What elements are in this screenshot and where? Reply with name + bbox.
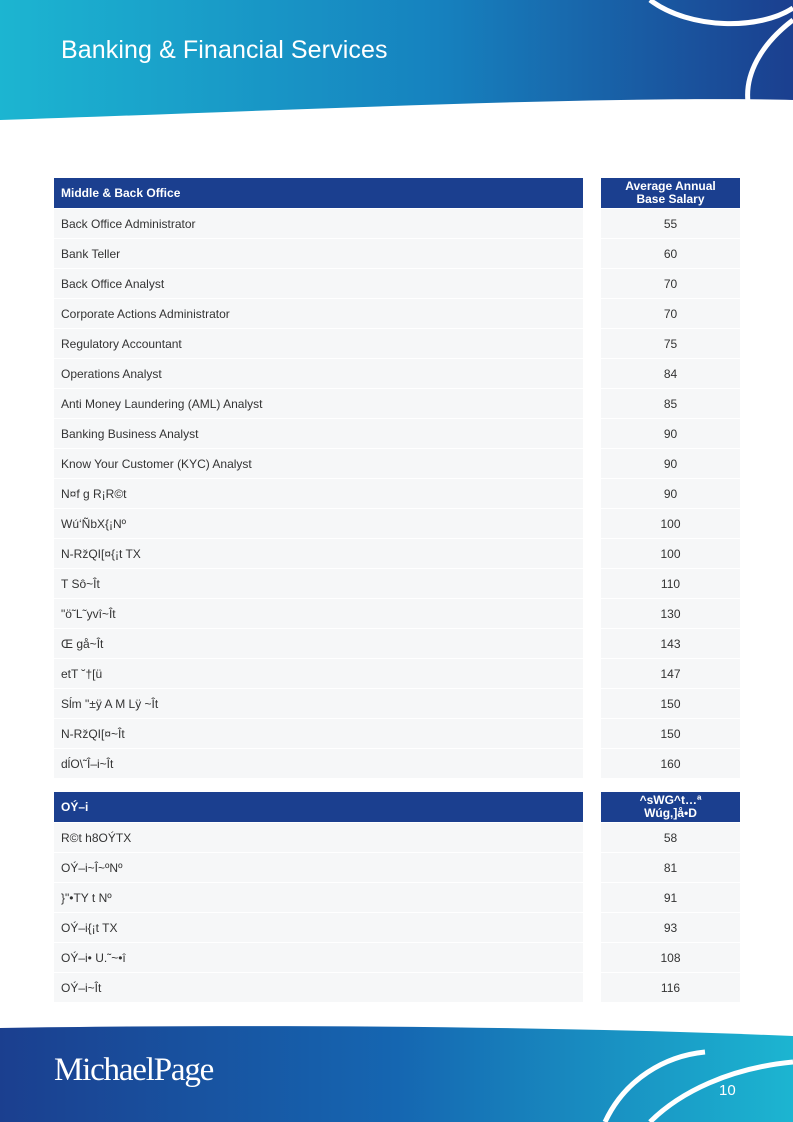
- row-label: Know Your Customer (KYC) Analyst: [54, 449, 583, 479]
- row-label: Sĺm "±ÿ A M Lÿ ~Ît: [54, 689, 583, 719]
- row-label: Corporate Actions Administrator: [54, 299, 583, 329]
- row-value: 75: [601, 329, 740, 359]
- page-title: Banking & Financial Services: [61, 36, 388, 64]
- table-row: [54, 719, 740, 749]
- table-row: [54, 209, 740, 239]
- row-value: 130: [601, 599, 740, 629]
- row-value: 58: [601, 823, 740, 853]
- table-row: [54, 479, 740, 509]
- table-row: [54, 239, 740, 269]
- row-value: 150: [601, 719, 740, 749]
- table-row: [54, 269, 740, 299]
- table-row: [54, 449, 740, 479]
- row-value: 93: [601, 913, 740, 943]
- row-label: Anti Money Laundering (AML) Analyst: [54, 389, 583, 419]
- row-value: 150: [601, 689, 740, 719]
- table-row: [54, 539, 740, 569]
- value-heading-line1: ^sWG^t…ª: [639, 793, 702, 807]
- row-label: Wú‘ÑbX{¡Nº: [54, 509, 583, 539]
- table-row: [54, 509, 740, 539]
- page-number: 10: [719, 1082, 736, 1099]
- row-value: 90: [601, 449, 740, 479]
- row-label: T Sô~Ît: [54, 569, 583, 599]
- salary-table-second: [54, 792, 740, 1003]
- row-label: OÝ–i• U.˜~•î: [54, 943, 583, 973]
- table-row: [54, 853, 740, 883]
- table-row: [54, 359, 740, 389]
- salary-table-middle-back-office: [54, 178, 740, 779]
- row-label: N-RžQI[¤~Ît: [54, 719, 583, 749]
- row-value: 84: [601, 359, 740, 389]
- row-label: Operations Analyst: [54, 359, 583, 389]
- table-heading: OÝ–i: [54, 792, 583, 822]
- row-value: 110: [601, 569, 740, 599]
- row-label: Bank Teller: [54, 239, 583, 269]
- value-heading-line2: Wúg,]å•D: [644, 806, 697, 820]
- value-heading: [601, 178, 740, 208]
- table-row: [54, 823, 740, 853]
- row-value: 70: [601, 299, 740, 329]
- row-value: 91: [601, 883, 740, 913]
- row-label: Back Office Administrator: [54, 209, 583, 239]
- row-label: Regulatory Accountant: [54, 329, 583, 359]
- row-value: 100: [601, 539, 740, 569]
- row-label: dĺO\˜Î–i~Ît: [54, 749, 583, 779]
- table-row: [54, 943, 740, 973]
- row-value: 116: [601, 973, 740, 1003]
- table-heading: Middle & Back Office: [54, 178, 583, 208]
- table-row: [54, 419, 740, 449]
- table-row: [54, 883, 740, 913]
- table-row: [54, 973, 740, 1003]
- table-row: [54, 569, 740, 599]
- table-row: [54, 329, 740, 359]
- row-label: }"•TY t Nº: [54, 883, 583, 913]
- value-heading-line1: Average Annual: [625, 179, 716, 193]
- row-value: 100: [601, 509, 740, 539]
- table-row: [54, 389, 740, 419]
- table-header: [54, 178, 740, 208]
- row-value: 81: [601, 853, 740, 883]
- table-body: [54, 823, 740, 1003]
- table-row: [54, 599, 740, 629]
- table-body: [54, 209, 740, 779]
- table-header: [54, 792, 740, 822]
- row-value: 108: [601, 943, 740, 973]
- row-value: 70: [601, 269, 740, 299]
- row-label: OÝ–i~Î~ºNº: [54, 853, 583, 883]
- row-label: Back Office Analyst: [54, 269, 583, 299]
- table-row: [54, 749, 740, 779]
- row-value: 90: [601, 479, 740, 509]
- row-label: N¤f g R¡R©t: [54, 479, 583, 509]
- row-value: 90: [601, 419, 740, 449]
- row-label: Œ gå~Ît: [54, 629, 583, 659]
- table-row: [54, 299, 740, 329]
- table-row: [54, 689, 740, 719]
- row-value: 60: [601, 239, 740, 269]
- row-value: 160: [601, 749, 740, 779]
- row-label: etT ˘†[ü: [54, 659, 583, 689]
- row-label: N-RžQI[¤{¡t TX: [54, 539, 583, 569]
- table-row: [54, 659, 740, 689]
- value-heading-line2: Base Salary: [636, 192, 705, 206]
- row-value: 143: [601, 629, 740, 659]
- table-row: [54, 913, 740, 943]
- value-heading: [601, 792, 740, 822]
- row-label: "ö˜L˜yvî~Ît: [54, 599, 583, 629]
- table-row: [54, 629, 740, 659]
- row-value: 147: [601, 659, 740, 689]
- row-label: Banking Business Analyst: [54, 419, 583, 449]
- row-label: R©t h8OÝTX: [54, 823, 583, 853]
- row-label: OÝ–i{¡t TX: [54, 913, 583, 943]
- company-logo: MichaelPage: [54, 1052, 214, 1088]
- row-label: OÝ–i~Ît: [54, 973, 583, 1003]
- row-value: 85: [601, 389, 740, 419]
- row-value: 55: [601, 209, 740, 239]
